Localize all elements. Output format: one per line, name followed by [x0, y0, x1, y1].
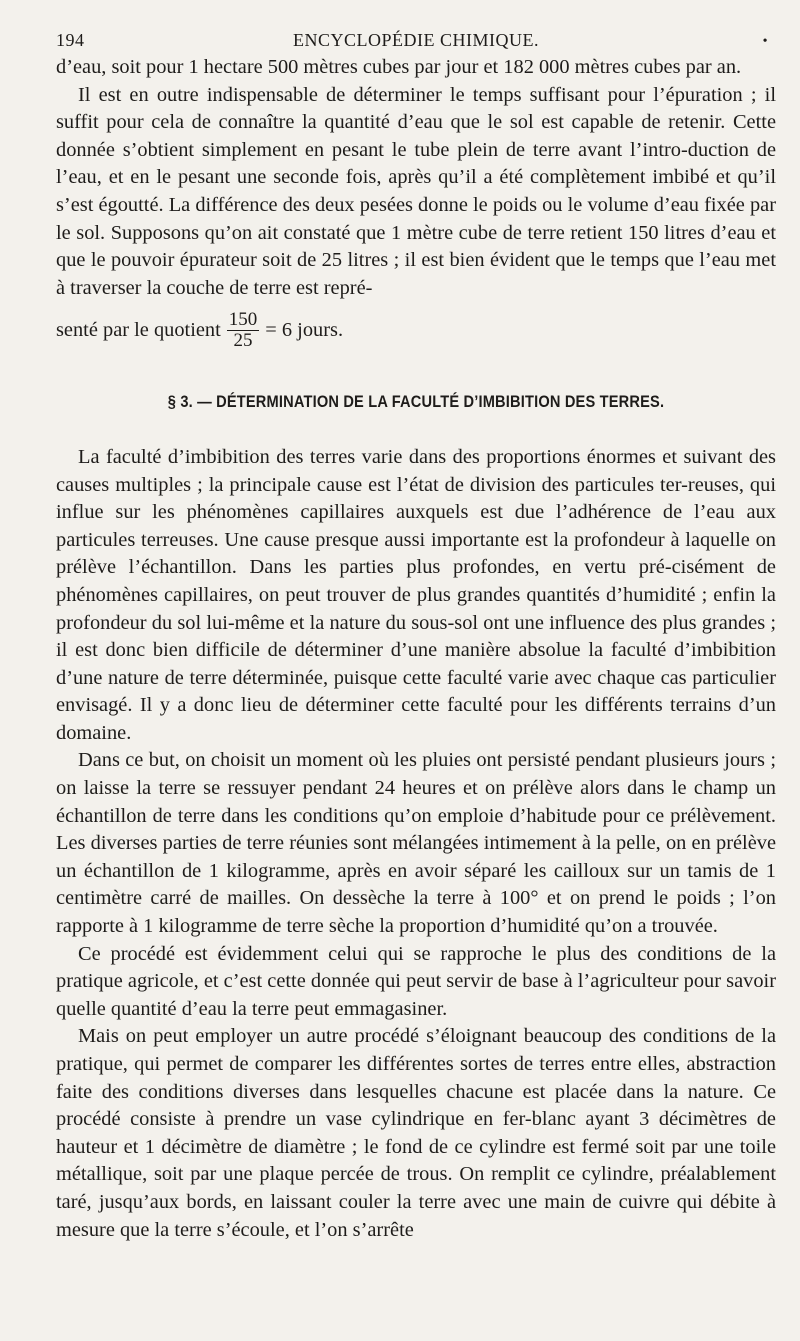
formula-line — [56, 304, 776, 356]
page-number: 194 — [56, 30, 85, 50]
paragraph-continuation: d’eau, soit pour 1 hectare 500 mètres cubes par jour et 182 000 mètres cubes par an. — [56, 56, 742, 78]
fraction-numerator: 150 — [228, 308, 258, 330]
paragraph-epuration-time: Il est en outre indispensable de déterminer le temps suffisant pour l’épuration ; il suffit pour cela de connaître la quantité d’eau que le sol est capable de retenir. Cette donnée s’obtient simplement en pesant le tube plein de terre avant l’intro-duction de l’eau, et en le pesant une seconde fois, après qu’il a été complètement imbibé et qu’il s’est égoutté. La différence des deux pesées donne le poids ou le volume d’eau fixée par le sol. Supposons qu’on ait constaté que 1 mètre cube de terre retient 150 litres d’eau et que le pouvoir épurateur soit de 25 litres ; il est bien évident que le temps que l’eau met à traverser la couche de terre est repré- — [56, 83, 776, 299]
paragraph-agricultural-practice: Ce procédé est évidemment celui qui se rapproche le plus des conditions de la pratique agricole, et c’est cette donnée qui peut servir de base à l’agriculteur pour savoir quelle quantité d’eau la terre peut emmagasiner. — [56, 942, 776, 1020]
formula-before-text: senté par le quotient — [56, 318, 221, 341]
running-title: ENCYCLOPÉDIE CHIMIQUE. — [293, 30, 539, 50]
fraction — [227, 310, 260, 351]
paragraph-cylinder-method: Mais on peut employer un autre procédé s’éloignant beaucoup des conditions de la pratique, qui permet de comparer les différentes sortes de terres entre elles, abstraction faite des conditions diverses dans lesquelles chacune est placée dans la nature. Ce procédé consiste à prendre un vase cylindrique en fer-blanc ayant 3 décimètres de hauteur et 1 décimètre de diamètre ; le fond de ce cylindre est fermé soit par une toile métallique, soit par une plaque percée de trous. On remplit ce cylindre, préalablement taré, jusqu’aux bords, en laissant couler la terre avec une main de cuivre qui débite à mesure que la terre s’écoule, et l’on s’arrête — [56, 1025, 776, 1241]
paragraph-sampling-method: Dans ce but, on choisit un moment où les pluies ont persisté pendant plusieurs jours ; on laisse la terre se ressuyer pendant 24 heures et on prélève alors dans le champ un échantillon de terre dans les conditions qu’on emploie d’habitude pour ce prélèvement. Les diverses parties de terre réunies sont mélangées intimement à la pelle, on en prélève un échantillon de 1 kilogramme, après en avoir séparé les cailloux sur un tamis de 1 centimètre carré de mailles. On dessèche la terre à 100° et on prend le poids ; l’on rapporte à 1 kilogramme de terre sèche la proportion d’humidité qu’on a trouvée. — [56, 749, 776, 938]
section-title: § 3. — DÉTERMINATION DE LA FACULTÉ D’IMBIBITION DES TERRES. — [167, 392, 665, 412]
paragraph-imbibition-causes: La faculté d’imbibition des terres varie dans des proportions énormes et suivant des causes multiples ; la principale cause est l’état de division des particules ter-reuses, qui influe sur les phénomènes capillaires auxquels est due l’adhérence de l’eau aux particules terreuses. Une cause presque aussi importante est la profondeur à laquelle on prélève l’échantillon. Dans les parties plus profondes, en vertu pré-cisément de phénomènes capillaires, on peut trouver de plus grandes quantités d’humidité ; enfin la profondeur du sol lui-même et la nature du sous-sol ont une influence des plus grandes ; il est donc bien difficile de déterminer d’une manière absolue la faculté d’imbibition d’une nature de terre déterminée, puisque cette faculté varie avec chaque cas particulier envisagé. Il y a donc lieu de déterminer cette faculté pour les différents terrains d’un domaine. — [56, 445, 776, 744]
formula-result-text: = 6 jours. — [265, 318, 344, 341]
body-text — [56, 54, 776, 1244]
print-mark: • — [762, 34, 768, 49]
running-head — [56, 28, 776, 54]
fraction-denominator: 25 — [233, 329, 253, 351]
